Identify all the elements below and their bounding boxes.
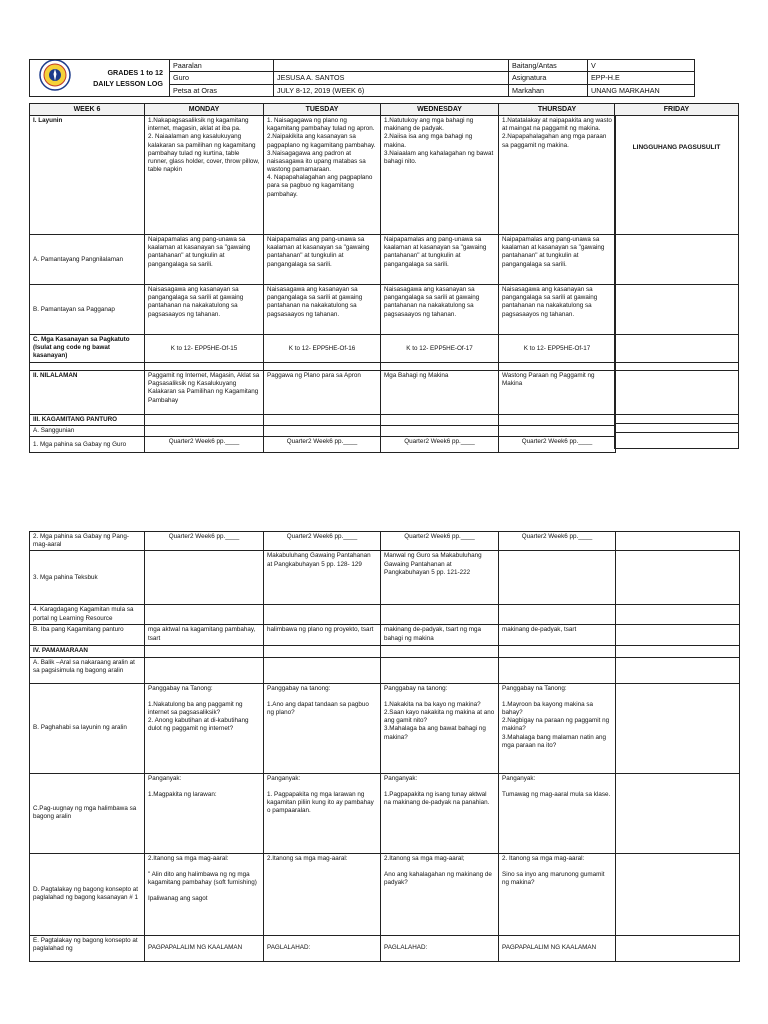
iba-pa-thu: makinang de-padyak, tsart — [499, 625, 616, 646]
petsa-value: JULY 8-12, 2019 (WEEK 6) — [274, 84, 509, 96]
gabay-mag-tue: Quarter2 Week6 pp.____ — [264, 532, 381, 551]
gabay-guro-label: 1. Mga pahina sa Gabay ng Guro — [30, 437, 145, 453]
guro-value: JESUSA A. SANTOS — [274, 72, 509, 84]
pamamaraan-label: IV. PAMAMARAAN — [30, 646, 145, 657]
layunin-label: I. Layunin — [30, 116, 145, 235]
empty-cell — [381, 605, 499, 625]
empty-cell — [145, 657, 264, 683]
baitang-label: Baitang/Antas — [509, 60, 588, 72]
teksbuk-label: 3. Mga pahina Teksbuk — [30, 551, 145, 605]
spacer-cell — [30, 363, 145, 371]
grades-label: GRADES 1 to 12 — [107, 67, 163, 77]
friday-cell — [616, 605, 740, 625]
pangnilalaman-mon: Naipapamalas ang pang-unawa sa kaalaman at kasanayan sa "gawaing pantahanan" at tungkulin at pangangalaga sa sarili. — [145, 235, 264, 285]
paghahabi-mon: Panggabay na Tanong: 1.Nakatulong ba ang paggamit ng internet sa pagsasaliksik? 2. Anong kabutihan at di-kabutihang dulot ng paggamit ng internet? — [145, 683, 264, 773]
teksbuk-tue: Makabuluhang Gawaing Pantahanan at Pangkabuhayan 5 pp. 128- 129 — [264, 551, 381, 605]
gabay-mag-mon: Quarter2 Week6 pp.____ — [145, 532, 264, 551]
empty-cell — [381, 426, 499, 437]
friday-cell — [616, 532, 740, 551]
friday-cell — [615, 433, 739, 449]
thursday-header: THURSDAY — [499, 104, 616, 116]
gabay-mag-label: 2. Mga pahina sa Gabay ng Pang-mag-aaral — [30, 532, 145, 551]
empty-cell — [381, 657, 499, 683]
pangnilalaman-label: A. Pamantayang Pangnilalaman — [30, 235, 145, 285]
teksbuk-thu — [499, 551, 616, 605]
friday-cell — [616, 551, 740, 605]
pagtalakay1-mon: 2.Itanong sa mga mag-aaral: " Alin dito ang halimbawa ng ng mga kagamitang pambahay (soft furnishing) Ipaliwanag ang sagot — [145, 853, 264, 935]
gabay-guro-wed: Quarter2 Week6 pp.____ — [381, 437, 499, 453]
nilalaman-mon: Paggamit ng Internet, Magasin, Aklat sa Pagsasaliksik ng Kasalukuyang Kalakaran sa Pamilihan ng Kagamitang Pambahay — [145, 371, 264, 415]
iba-pa-tue: halimbawa ng plano ng proyekto, tsart — [264, 625, 381, 646]
gabay-guro-mon: Quarter2 Week6 pp.____ — [145, 437, 264, 453]
empty-cell — [264, 605, 381, 625]
pagkatuto-thu: K to 12- EPP5HE-Of-17 — [499, 335, 616, 363]
pagtalakay1-thu: 2. Itanong sa mga mag-aaral: Sino sa inyo ang marunong gumamit ng makina? — [499, 853, 616, 935]
empty-cell — [499, 415, 616, 426]
empty-cell — [264, 426, 381, 437]
dll-label: DAILY LESSON LOG — [93, 79, 163, 89]
pagtalakay2-wed: PAGLALAHAD: — [381, 935, 499, 961]
pag-uugnay-mon: Panganyak: 1.Magpakita ng larawan: — [145, 773, 264, 853]
friday-cell — [615, 335, 739, 363]
friday-cell — [615, 363, 739, 371]
friday-cell — [616, 683, 740, 773]
empty-cell — [264, 646, 381, 657]
gabay-guro-tue: Quarter2 Week6 pp.____ — [264, 437, 381, 453]
friday-cell — [615, 235, 739, 285]
asignatura-label: Asignatura — [509, 72, 588, 84]
iba-pa-wed: makinang de-padyak, tsart ng mga bahagi ng makina — [381, 625, 499, 646]
pag-uugnay-label: C.Pag-uugnay ng mga halimbawa sa bagong aralin — [30, 773, 145, 853]
empty-cell — [264, 657, 381, 683]
empty-cell — [145, 415, 264, 426]
spacer-cell — [381, 363, 499, 371]
empty-cell — [264, 415, 381, 426]
pagkatuto-wed: K to 12- EPP5HE-Of-17 — [381, 335, 499, 363]
week-header: WEEK 6 — [30, 104, 145, 116]
lesson-table-page1 — [29, 103, 616, 453]
empty-cell — [499, 605, 616, 625]
empty-cell — [145, 605, 264, 625]
empty-cell — [381, 415, 499, 426]
paaralan-label: Paaralan — [170, 60, 274, 72]
pagkatuto-mon: K to 12- EPP5HE-Of-15 — [145, 335, 264, 363]
friday-header: FRIDAY — [615, 104, 739, 116]
gabay-mag-thu: Quarter2 Week6 pp.____ — [499, 532, 616, 551]
markahan-label: Markahan — [509, 84, 588, 96]
header-title — [30, 60, 170, 97]
friday-cell — [616, 853, 740, 935]
layunin-mon: 1.Nakapagsasaliksik ng kagamitang internet, magasin, aklat at iba pa. 2. Naiaalaman ang kasalukuyang kalakaran sa pamilihan ng kagamitang pambahay tulad ng kurtina, table runner, glass holder, cover, throw pillow, table napkin — [145, 116, 264, 235]
pangnilalaman-wed: Naipapamalas ang pang-unawa sa kaalaman at kasanayan sa "gawaing pantahanan" at tungkulin at pangangalaga sa sarili. — [381, 235, 499, 285]
friday-cell — [615, 371, 739, 415]
pagtalakay2-tue: PAGLALAHAD: — [264, 935, 381, 961]
empty-cell — [381, 646, 499, 657]
friday-cell — [616, 935, 740, 961]
gabay-guro-thu: Quarter2 Week6 pp.____ — [499, 437, 616, 453]
friday-cell — [615, 424, 739, 433]
friday-cell — [615, 285, 739, 335]
pagganap-thu: Naisasagawa ang kasanayan sa pangangalaga sa sarili at gawaing pantahanan na nakakatulong sa pagsasaayos ng tahanan. — [499, 285, 616, 335]
nilalaman-label: II. NILALAMAN — [30, 371, 145, 415]
teksbuk-wed: Manwal ng Guro sa Makabuluhang Gawaing Pantahanan at Pangkabuhayan 5 pp. 121-222 — [381, 551, 499, 605]
spacer-cell — [145, 363, 264, 371]
layunin-thu: 1.Natatalakay at naipapakita ang wasto at maingat na paggamit ng makina. 2.Napapahalagahan ang mga paraan sa paggamit ng makina. — [499, 116, 616, 235]
friday-column-page1 — [614, 103, 739, 449]
pag-uugnay-thu: Panganyak: Tumawag ng mag-aaral mula sa klase. — [499, 773, 616, 853]
balik-label: A. Balik –Aral sa nakaraang aralin at sa pagsisimula ng bagong aralin — [30, 657, 145, 683]
iba-pa-label: B. Iba pang Kagamitang panturo — [30, 625, 145, 646]
empty-cell — [499, 426, 616, 437]
friday-cell — [616, 625, 740, 646]
nilalaman-wed: Mga Bahagi ng Makina — [381, 371, 499, 415]
guro-label: Guro — [170, 72, 274, 84]
lingguhang-pagsusulit: LINGGUHANG PAGSUSULIT — [615, 116, 739, 235]
paghahabi-label: B. Paghahabi sa layunin ng aralin — [30, 683, 145, 773]
pag-uugnay-tue: Panganyak: 1. Pagpapakita ng mga larawan ng kagamitan piliin kung ito ay pambahay o pampaaralan. — [264, 773, 381, 853]
pagganap-mon: Naisasagawa ang kasanayan sa pangangalaga sa sarili at gawaing pantahanan na nakakatulong sa pagsasaayos ng tahanan. — [145, 285, 264, 335]
pagtalakay1-wed: 2.Itanong sa mga mag-aaral; Ano ang kahalagahan ng makinang de padyak? — [381, 853, 499, 935]
pagkatuto-label: C. Mga Kasanayan sa Pagkatuto (Isulat ang code ng bawat kasanayan) — [30, 335, 145, 363]
karagdagan-label: 4. Karagdagang Kagamitan mula sa portal ng Learning Resource — [30, 605, 145, 625]
spacer-cell — [264, 363, 381, 371]
nilalaman-tue: Paggawa ng Plano para sa Apron — [264, 371, 381, 415]
paghahabi-wed: Panggabay na tanong: 1.Nakakita na ba kayo ng makina? 2.Saan kayo nakakita ng makina at ano ang gamit nito? 3.Mahalaga ba ang bawat bahagi ng makina? — [381, 683, 499, 773]
pangnilalaman-tue: Naipapamalas ang pang-unawa sa kaalaman at kasanayan sa "gawaing pantahanan" at tungkulin at pangangalaga sa sarili. — [264, 235, 381, 285]
friday-cell — [616, 646, 740, 657]
monday-header: MONDAY — [145, 104, 264, 116]
friday-cell — [615, 415, 739, 424]
empty-cell — [145, 646, 264, 657]
empty-cell — [145, 426, 264, 437]
tuesday-header: TUESDAY — [264, 104, 381, 116]
paghahabi-tue: Panggabay na tanong: 1.Ano ang dapat tandaan sa pagbuo ng plano? — [264, 683, 381, 773]
pag-uugnay-wed: Panganyak: 1.Pagpapakita ng isang tunay aktwal na makinang de-padyak na panahian. — [381, 773, 499, 853]
paghahabi-thu: Panggabay na Tanong: 1.Mayroon ba kayong makina sa bahay? 2.Nagbigay na paraan ng paggamit ng makina? 3.Mahalaga bang malaman natin ang mga paraan na ito? — [499, 683, 616, 773]
pagganap-wed: Naisasagawa ang kasanayan sa pangangalaga sa sarili at gawaing pantahanan na nakakatulong sa pagsasaayos ng tahanan. — [381, 285, 499, 335]
pangnilalaman-thu: Naipapamalas ang pang-unawa sa kaalaman at kasanayan sa "gawaing pantahanan" at tungkulin at pangangalaga sa sarili. — [499, 235, 616, 285]
spacer-cell — [499, 363, 616, 371]
pagtalakay1-label: D. Pagtalakay ng bagong konsepto at paglalahad ng bagong kasanayan # 1 — [30, 853, 145, 935]
pagganap-tue: Naisasagawa ang kasanayan sa pangangalaga sa sarili at gawaing pantahanan na nakakatulong sa pagsasaayos ng tahanan. — [264, 285, 381, 335]
layunin-tue: 1. Naisagagawa ng plano ng kagamitang pambahay tulad ng apron. 2.Naipakikita ang kasanayan sa pagpaplano ng kagamitang pambahay. 3.Naisagagawa ang padron at naisasagawa ito upang matabas sa wastong pamamaraan. 4. Napapahalagahan ang pagpaplano para sa pagbuo ng kagamitang pambahay. — [264, 116, 381, 235]
empty-cell — [499, 657, 616, 683]
pagtalakay2-mon: PAGPAPALALIM NG KAALAMAN — [145, 935, 264, 961]
sanggunian-label: A. Sanggunian — [30, 426, 145, 437]
nilalaman-thu: Wastong Paraan ng Paggamit ng Makina — [499, 371, 616, 415]
header-table — [29, 59, 695, 97]
pagganap-label: B. Pamantayan sa Pagganap — [30, 285, 145, 335]
asignatura-value: EPP-H.E — [588, 72, 695, 84]
kagamitan-label: III. KAGAMITANG PANTURO — [30, 415, 145, 426]
wednesday-header: WEDNESDAY — [381, 104, 499, 116]
friday-cell — [616, 657, 740, 683]
pagtalakay2-thu: PAGPAPALALIM NG KAALAMAN — [499, 935, 616, 961]
gabay-mag-wed: Quarter2 Week6 pp.____ — [381, 532, 499, 551]
lesson-table-page2 — [29, 531, 740, 962]
friday-cell — [616, 773, 740, 853]
teksbuk-mon — [145, 551, 264, 605]
markahan-value: UNANG MARKAHAN — [588, 84, 695, 96]
pagtalakay2-label: E. Pagtalakay ng bagong konsepto at paglalahad ng — [30, 935, 145, 961]
pagtalakay1-tue: 2.Itanong sa mga mag-aaral: — [264, 853, 381, 935]
petsa-label: Petsa at Oras — [170, 84, 274, 96]
layunin-wed: 1.Natutukoy ang mga bahagi ng makinang de padyak. 2.Naiisa isa ang mga bahagi ng makina. 3.Naiaalam ang kahalagahan ng bawat bahagi nito. — [381, 116, 499, 235]
iba-pa-mon: mga aktwal na kagamitang pambahay, tsart — [145, 625, 264, 646]
pagkatuto-tue: K to 12- EPP5HE-Of-16 — [264, 335, 381, 363]
paaralan-value — [274, 60, 509, 72]
empty-cell — [499, 646, 616, 657]
baitang-value: V — [588, 60, 695, 72]
